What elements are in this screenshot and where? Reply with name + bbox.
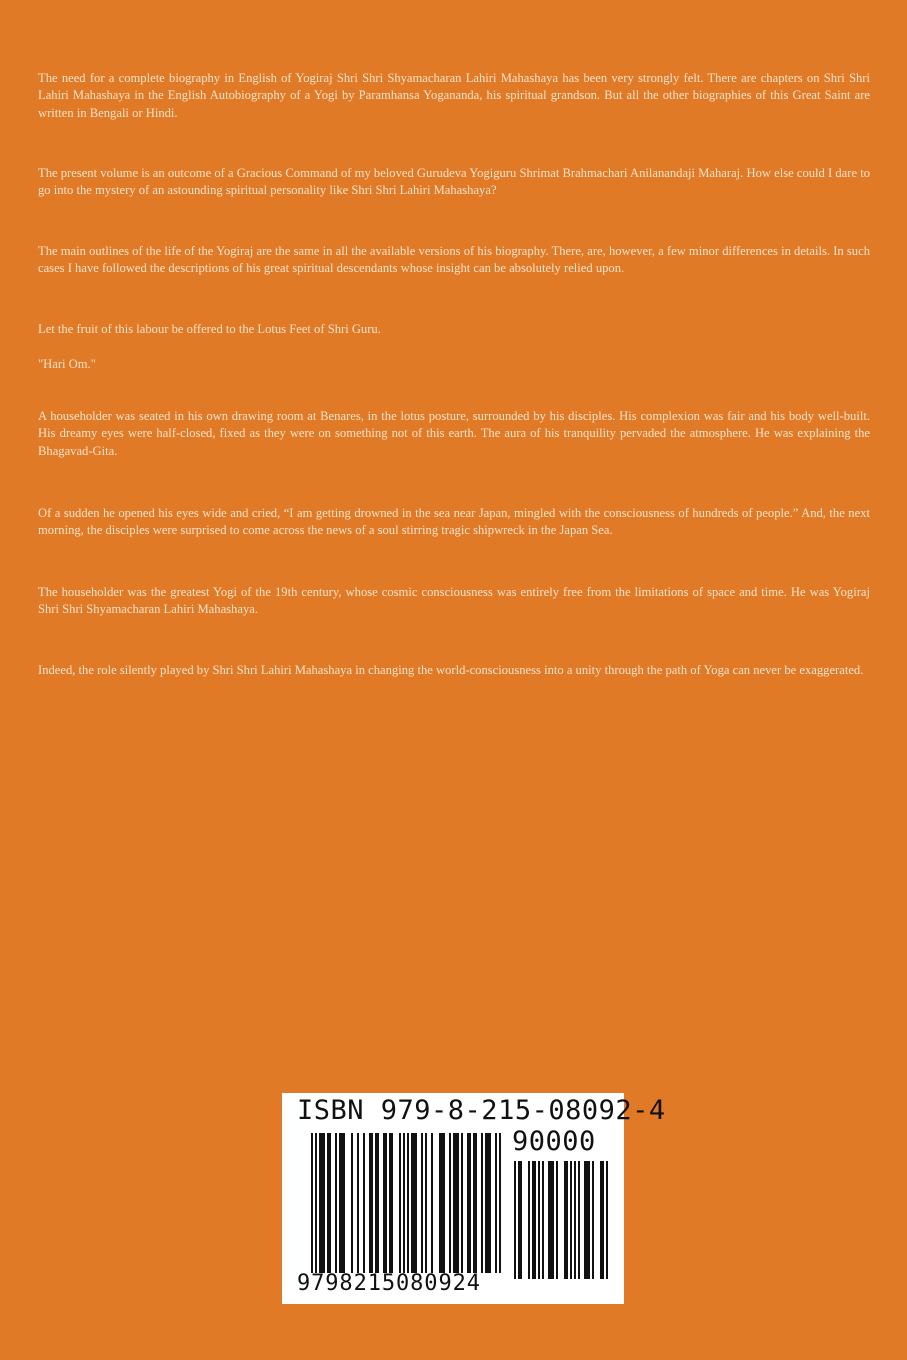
barcode-bar: [570, 1161, 572, 1279]
paragraph-intro: The need for a complete biography in English of Yogiraj Shri Shri Shyamacharan Lahiri Mahashaya has been very strongly felt. There are chapters on Shri Shri Lahiri Mahashaya in the English Autobiography of a Yogi by Paramhansa Yogananda, his spiritual grandson. But all the other biographies of this Great Saint are written in Bengali or Hindi.: [38, 71, 870, 120]
barcode-bar: [606, 1161, 608, 1279]
barcode-bar: [600, 1161, 604, 1279]
barcode-bar: [363, 1133, 365, 1273]
paragraph-japan: Of a sudden he opened his eyes wide and cried, “I am getting drowned in the sea near Japan, mingled with the consciousness of hundreds of people.” And, the next morning, the disciples were surprised to come across the news of a soul stirring tragic shipwreck in the Japan Sea.: [38, 506, 870, 538]
addon-bars: [514, 1161, 608, 1279]
barcode-bar: [574, 1161, 576, 1279]
barcode-bar: [542, 1161, 544, 1279]
barcode-bar: [439, 1133, 445, 1273]
barcode-bar: [514, 1161, 516, 1279]
barcode-bar: [518, 1161, 522, 1279]
ean-bars: [311, 1133, 501, 1273]
isbn-barcode: [282, 1093, 666, 1304]
barcode-bar: [425, 1133, 427, 1273]
paragraph-hari-om: "Hari Om.": [38, 357, 96, 371]
barcode-bar: [369, 1133, 373, 1273]
paragraph-role: Indeed, the role silently played by Shri Shri Lahiri Mahashaya in changing the world-consciousness into a unity through the path of Yoga can never be exaggerated.: [38, 663, 864, 677]
barcode-bar: [485, 1133, 491, 1273]
paragraph-householder: A householder was seated in his own drawing room at Benares, in the lotus posture, surrounded by his disciples. His complexion was fair and his body well-built. His dreamy eyes were half-closed, fixed as they were on something not of this earth. The aura of his tranquility pervaded the atmosphere. He was explaining the Bhagavad-Gita.: [38, 409, 870, 458]
barcode-bar: [564, 1161, 568, 1279]
isbn-label: ISBN 979-8-215-08092-4: [297, 1095, 666, 1126]
barcode-bar: [375, 1133, 379, 1273]
barcode-bar: [421, 1133, 423, 1273]
barcode-bar: [453, 1133, 459, 1273]
barcode-bar: [399, 1133, 401, 1273]
barcode-bar: [548, 1161, 554, 1279]
paragraph-outlines: The main outlines of the life of the Yogiraj are the same in all the available versions of his biography. There, are, however, a few minor differences in details. In such cases I have followed the descriptions of his great spiritual descendants whose insight can be absolutely relied upon.: [38, 244, 870, 276]
barcode-bar: [473, 1133, 477, 1273]
barcode-bar: [311, 1133, 313, 1273]
ean-digits: 9798215080924: [297, 1271, 481, 1296]
barcode-bar: [584, 1161, 590, 1279]
barcode-bar: [449, 1133, 451, 1273]
barcode-bar: [357, 1133, 359, 1273]
paragraph-command: The present volume is an outcome of a Gracious Command of my beloved Gurudeva Yogiguru Shrimat Brahmachari Anilanandaji Maharaj. How else could I dare to go into the mystery of an astounding spiritual personality like Shri Shri Lahiri Mahashaya?: [38, 166, 870, 198]
barcode-bar: [327, 1133, 331, 1273]
barcode-bar: [319, 1133, 325, 1273]
paragraph-greatest-yogi: The householder was the greatest Yogi of the 19th century, whose cosmic consciousness was entirely free from the limitations of space and time. He was Yogiraj Shri Shri Shyamacharan Lahiri Mahashaya.: [38, 585, 870, 617]
barcode-bar: [528, 1161, 530, 1279]
barcode-bar: [532, 1161, 536, 1279]
barcode-bar: [407, 1133, 409, 1273]
barcode-bar: [481, 1133, 483, 1273]
barcode-bar: [403, 1133, 405, 1273]
barcode-bar: [495, 1133, 497, 1273]
barcode-bar: [592, 1161, 594, 1279]
price-code: 90000: [512, 1126, 596, 1157]
barcode-bar: [383, 1133, 387, 1273]
barcode-bar: [556, 1161, 558, 1279]
barcode-bar: [315, 1133, 317, 1273]
paragraph-offering: Let the fruit of this labour be offered to the Lotus Feet of Shri Guru.: [38, 322, 381, 336]
barcode-bar: [467, 1133, 471, 1273]
barcode-bar: [499, 1133, 501, 1273]
barcode-bar: [578, 1161, 580, 1279]
barcode-bar: [389, 1133, 393, 1273]
barcode-bar: [351, 1133, 353, 1273]
barcode-bar: [538, 1161, 540, 1279]
barcode-bar: [461, 1133, 463, 1273]
barcode-bar: [431, 1133, 433, 1273]
barcode-bar: [411, 1133, 417, 1273]
barcode-bar: [335, 1133, 337, 1273]
barcode-bar: [339, 1133, 345, 1273]
